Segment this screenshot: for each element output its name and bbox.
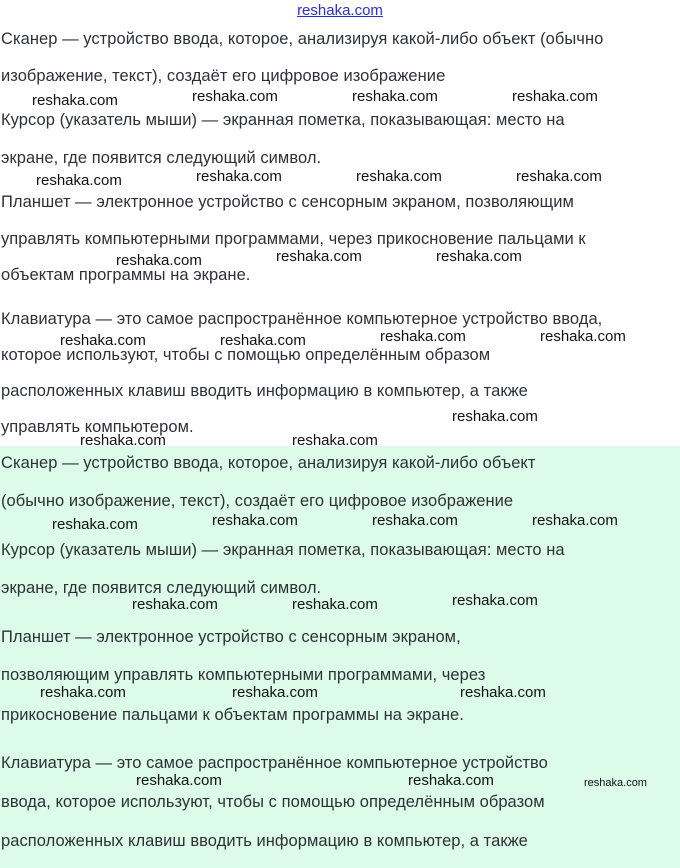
answer-line: Планшет — электронное устройство с сенсорным экраном, позволяющим <box>1 193 574 211</box>
watermark: reshaka.com <box>436 248 522 265</box>
answer-block-white <box>0 22 680 446</box>
watermark: reshaka.com <box>80 432 166 449</box>
watermark: reshaka.com <box>452 592 538 609</box>
answer-line: объектам программы на экране. <box>1 266 251 284</box>
watermark: reshaka.com <box>212 512 298 529</box>
answer-line: позволяющим управлять компьютерными программами, через <box>1 666 486 684</box>
answer-line: Сканер — устройство ввода, которое, анализируя какой-либо объект (обычно <box>1 30 604 48</box>
answer-line: (обычно изображение, текст), создаёт его цифровое изображение <box>1 492 514 510</box>
watermark: reshaka.com <box>352 88 438 105</box>
watermark: reshaka.com <box>380 328 466 345</box>
watermark: reshaka.com <box>60 332 146 349</box>
answer-line: расположенных клавиш вводить информацию в компьютер, а также <box>1 832 528 850</box>
watermark: reshaka.com <box>276 248 362 265</box>
answer-line: расположенных клавиш вводить информацию в компьютер, а также <box>1 382 528 400</box>
watermark: reshaka.com <box>516 168 602 185</box>
watermark: reshaka.com <box>32 92 118 109</box>
watermark: reshaka.com <box>196 168 282 185</box>
watermark: reshaka.com <box>220 332 306 349</box>
watermark: reshaka.com <box>116 252 202 269</box>
watermark: reshaka.com <box>132 596 218 613</box>
watermark: reshaka.com <box>40 684 126 701</box>
answer-block-green <box>0 446 680 868</box>
answer-line: Клавиатура — это самое распространённое компьютерное устройство <box>1 754 548 772</box>
site-link[interactable]: reshaka.com <box>297 2 383 19</box>
answer-line: управлять компьютером. <box>1 418 194 436</box>
watermark: reshaka.com <box>540 328 626 345</box>
watermark: reshaka.com <box>356 168 442 185</box>
watermark: reshaka.com <box>408 772 494 789</box>
answer-line: управлять компьютерными программами, через прикосновение пальцами к <box>1 230 586 248</box>
watermark: reshaka.com <box>52 516 138 533</box>
watermark: reshaka.com <box>292 596 378 613</box>
answer-line: экране, где появится следующий символ. <box>1 579 322 597</box>
watermark: reshaka.com <box>512 88 598 105</box>
watermark: reshaka.com <box>36 172 122 189</box>
answer-line: Сканер — устройство ввода, которое, анализируя какой-либо объект <box>1 454 536 472</box>
answer-line: Курсор (указатель мыши) — экранная пометка, показывающая: место на <box>1 111 565 129</box>
watermark: reshaka.com <box>532 512 618 529</box>
watermark: reshaka.com <box>460 684 546 701</box>
watermark: reshaka.com <box>452 408 538 425</box>
answer-line: Клавиатура — это самое распространённое компьютерное устройство ввода, <box>1 310 603 328</box>
site-header <box>0 0 680 22</box>
watermark: reshaka.com <box>372 512 458 529</box>
answer-line: Курсор (указатель мыши) — экранная пометка, показывающая: место на <box>1 541 565 559</box>
answer-line: которое используют, чтобы с помощью определённым образом <box>1 346 491 364</box>
answer-line: прикосновение пальцами к объектам программы на экране. <box>1 706 464 724</box>
watermark: reshaka.com <box>232 684 318 701</box>
watermark: reshaka.com <box>584 777 647 789</box>
watermark: reshaka.com <box>136 772 222 789</box>
answer-line: Планшет — электронное устройство с сенсорным экраном, <box>1 628 461 646</box>
watermark: reshaka.com <box>292 432 378 449</box>
answer-line: изображение, текст), создаёт его цифровое изображение <box>1 67 446 85</box>
answer-line: экране, где появится следующий символ. <box>1 149 322 167</box>
watermark: reshaka.com <box>192 88 278 105</box>
answer-line: ввода, которое используют, чтобы с помощью определённым образом <box>1 793 545 811</box>
